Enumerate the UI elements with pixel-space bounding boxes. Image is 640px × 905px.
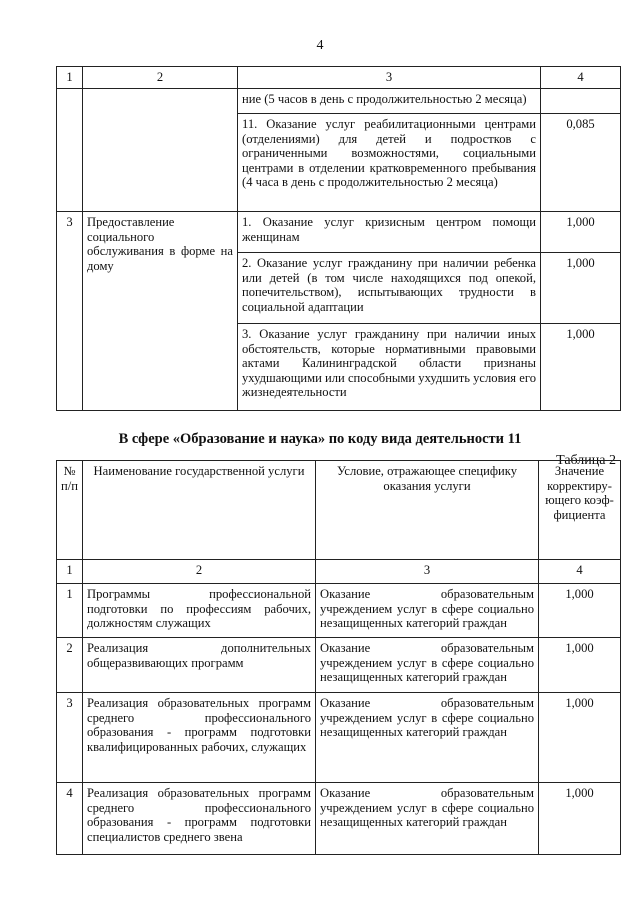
service-condition-text: 2. Оказание услуг гражданину при наличии ребенка или детей (в том числе находящихся под опекой, попечительством), испытывающих трудности в социальной адаптации	[238, 253, 541, 324]
table-row	[57, 584, 621, 638]
column-number-1: 1	[57, 67, 83, 89]
coefficient-value: 1,000	[541, 212, 621, 253]
service-name: Программы профессиональной подготовки по профессиям рабочих, должностям служащих	[83, 584, 316, 638]
table-caption: Таблица 2	[556, 453, 616, 468]
service-condition-text: 11. Оказание услуг реабилитационными центрами (отделениями) для детей и подростков с ограниченными возможностями, социальными центрами в отделении кратковременного пребывания (4 часа в день с продолжительностью 2 месяца)	[238, 114, 541, 212]
continuation-text: ние (5 часов в день с продолжительностью 2 месяца)	[238, 89, 541, 114]
service-condition: Оказание образовательным учреждением услуг в сфере социально незащищенных категорий граждан	[316, 693, 539, 783]
row-number: 1	[57, 584, 83, 638]
header-num: № п/п	[57, 461, 83, 560]
service-name: Предоставление социального обслуживания в форме на дому	[83, 212, 238, 411]
empty-cell	[541, 89, 621, 114]
row-number: 2	[57, 638, 83, 693]
column-number-1: 1	[57, 560, 83, 584]
coefficient-value: 1,000	[539, 638, 621, 693]
service-condition: Оказание образовательным учреждением услуг в сфере социально незащищенных категорий граждан	[316, 584, 539, 638]
education-services-table	[56, 460, 621, 855]
column-number-4: 4	[539, 560, 621, 584]
service-condition-text: 3. Оказание услуг гражданину при наличии иных обстоятельств, которые нормативными правовыми актами Калининградской области признаны ухудшающими или способными ухудшить условия его жизнедеятельности	[238, 324, 541, 411]
row-number: 4	[57, 783, 83, 855]
empty-cell	[57, 89, 83, 212]
table-row	[57, 212, 621, 253]
header-condition: Условие, отражающее специфику оказания услуги	[316, 461, 539, 560]
page-number: 4	[316, 38, 324, 53]
column-number-2: 2	[83, 560, 316, 584]
coefficient-value: 1,000	[541, 324, 621, 411]
service-condition-text: 1. Оказание услуг кризисным центром помощи женщинам	[238, 212, 541, 253]
coefficient-value: 1,000	[539, 783, 621, 855]
column-number-3: 3	[316, 560, 539, 584]
table-row	[57, 89, 621, 114]
header-coefficient: Значение корректиру-ющего коэф-фициента	[539, 461, 621, 560]
row-number: 3	[57, 693, 83, 783]
section-heading: В сфере «Образование и наука» по коду вида деятельности 11	[118, 431, 522, 447]
service-name: Реализация дополнительных общеразвивающих программ	[83, 638, 316, 693]
service-condition: Оказание образовательным учреждением услуг в сфере социально незащищенных категорий граждан	[316, 783, 539, 855]
column-number-4: 4	[541, 67, 621, 89]
table-row	[57, 693, 621, 783]
header-service-name: Наименование государственной услуги	[83, 461, 316, 560]
table-header-row	[57, 461, 621, 560]
empty-cell	[83, 89, 238, 212]
column-numbers-row	[57, 560, 621, 584]
row-number: 3	[57, 212, 83, 411]
coefficient-value: 1,000	[541, 253, 621, 324]
column-number-2: 2	[83, 67, 238, 89]
table-header-row	[57, 67, 621, 89]
service-name: Реализация образовательных программ среднего профессионального образования - программ подготовки квалифицированных рабочих, служащих	[83, 693, 316, 783]
coefficient-value: 0,085	[541, 114, 621, 212]
service-condition: Оказание образовательным учреждением услуг в сфере социально незащищенных категорий граждан	[316, 638, 539, 693]
table-row	[57, 638, 621, 693]
services-table-continued	[56, 66, 621, 411]
column-number-3: 3	[238, 67, 541, 89]
service-name: Реализация образовательных программ среднего профессионального образования - программ подготовки специалистов среднего звена	[83, 783, 316, 855]
coefficient-value: 1,000	[539, 584, 621, 638]
coefficient-value: 1,000	[539, 693, 621, 783]
table-row	[57, 783, 621, 855]
